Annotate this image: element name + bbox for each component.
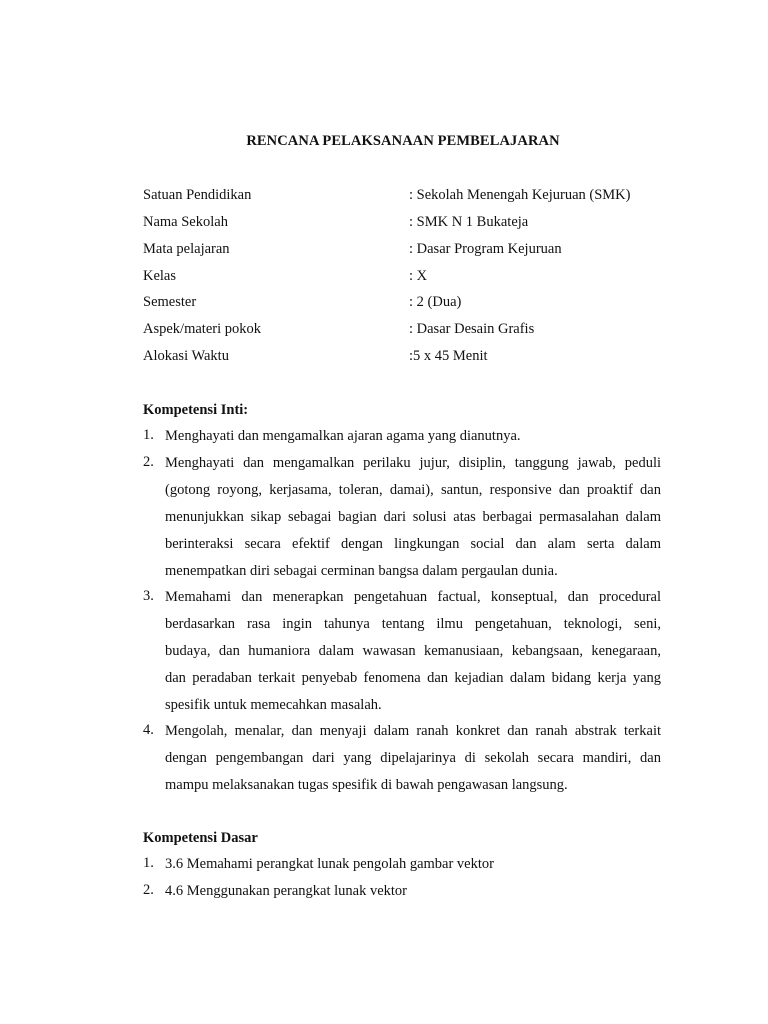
text-line: 4.6 Menggunakan perangkat lunak vektor [165,883,407,899]
info-label: Satuan Pendidikan [143,187,252,203]
text-line: 3.6 Memahami perangkat lunak pengolah gambar vektor [165,856,494,872]
text-line: (gotong royong, kerjasama, toleran, damai), santun, responsive dan proaktif dan [165,482,661,498]
text-line: Menghayati dan mengamalkan ajaran agama yang dianutnya. [165,428,521,444]
info-label: Mata pelajaran [143,241,230,257]
info-row-nama-sekolah [143,214,663,234]
list-text [165,851,661,878]
info-value: : X [409,268,428,284]
info-row-aspek-materi [143,321,663,341]
info-value: : Dasar Desain Grafis [409,321,535,337]
text-line: dan peradaban terkait penyebab fenomena dan kejadian dalam bidang kerja yang [165,670,661,686]
list-number: 2. [143,882,154,898]
info-value: :5 x 45 Menit [409,348,488,364]
text-line: spesifik untuk memecahkan masalah. [165,697,382,713]
list-number: 2. [143,454,154,470]
info-row-mata-pelajaran [143,241,663,261]
list-text [165,584,661,719]
info-label: Alokasi Waktu [143,348,229,364]
info-value: : 2 (Dua) [409,294,462,310]
list-number: 4. [143,722,154,738]
text-line: berinteraksi secara efektif dengan lingkungan social dan alam serta dalam [165,536,661,552]
info-value: : Dasar Program Kejuruan [409,241,562,257]
text-line: Mengolah, menalar, dan menyaji dalam ranah konkret dan ranah abstrak terkait [165,723,661,739]
info-value: : SMK N 1 Bukateja [409,214,529,230]
text-line: menunjukkan sikap sebagai bagian dari solusi atas berbagai permasalahan dalam [165,509,661,525]
info-value: : Sekolah Menengah Kejuruan (SMK) [409,187,631,203]
kompetensi-inti-heading: Kompetensi Inti: [143,402,249,418]
text-line: dengan pengembangan dari yang dipelajarinya di sekolah secara mandiri, dan [165,750,661,766]
text-line: berdasarkan rasa ingin tahunya tentang ilmu pengetahuan, teknologi, seni, [165,616,661,632]
info-label: Semester [143,294,197,310]
text-line: Memahami dan menerapkan pengetahuan factual, konseptual, dan procedural [165,589,661,605]
text-line: Menghayati dan mengamalkan perilaku jujur, disiplin, tanggung jawab, peduli [165,455,661,471]
info-label: Kelas [143,268,177,284]
text-line: budaya, dan humaniora dalam wawasan kemanusiaan, kebangsaan, kenegaraan, [165,643,661,659]
document-title: RENCANA PELAKSANAAN PEMBELAJARAN [246,133,560,149]
list-text [165,878,661,905]
text-line: menempatkan diri sebagai cerminan bangsa dalam pergaulan dunia. [165,563,558,579]
info-label: Nama Sekolah [143,214,228,230]
list-number: 1. [143,855,154,871]
info-row-kelas [143,268,663,288]
info-row-satuan-pendidikan [143,187,663,207]
info-row-alokasi-waktu [143,348,663,368]
list-number: 3. [143,588,154,604]
text-line: mampu melaksanakan tugas spesifik di bawah pengawasan langsung. [165,777,568,793]
list-text [165,718,661,799]
info-row-semester [143,294,663,314]
info-label: Aspek/materi pokok [143,321,261,337]
list-number: 1. [143,427,154,443]
list-text [165,423,661,450]
kompetensi-dasar-heading: Kompetensi Dasar [143,830,258,846]
list-text [165,450,661,585]
